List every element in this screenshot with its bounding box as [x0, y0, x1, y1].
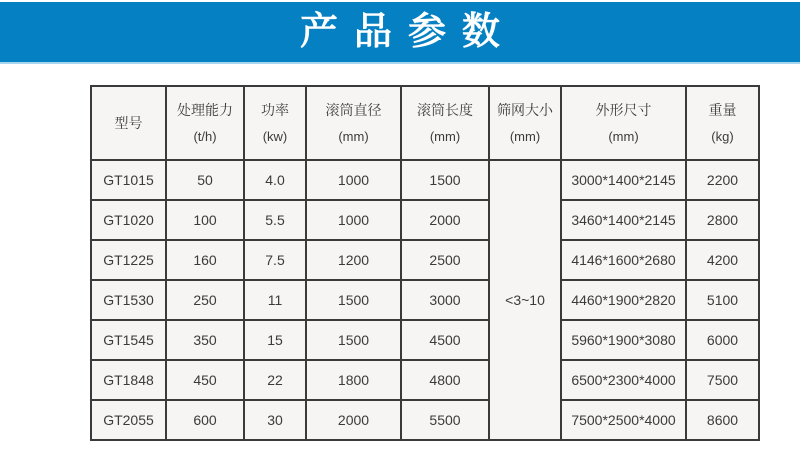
header-row: [91, 86, 759, 160]
cell-weight: 5100: [686, 280, 759, 320]
header-label: 型号: [114, 114, 143, 131]
product-parameters-table: [90, 85, 760, 441]
header-label: 功率: [261, 101, 289, 118]
table-row: [91, 160, 759, 200]
cell-dimensions: 5960*1900*3080: [561, 320, 686, 360]
cell-model: GT1530: [91, 280, 166, 320]
col-header-dimensions: [561, 86, 686, 160]
col-header-drum-length: [401, 86, 489, 160]
cell-dimensions: 4146*1600*2680: [561, 240, 686, 280]
table-row: [91, 320, 759, 360]
cell-drum-diameter: 1200: [306, 240, 401, 280]
header-unit: (mm): [509, 128, 541, 144]
cell-model: GT1020: [91, 200, 166, 240]
col-header-drum-diameter: [306, 86, 401, 160]
header-label: 滚筒直径: [325, 101, 382, 118]
cell-weight: 6000: [686, 320, 759, 360]
cell-capacity: 350: [166, 320, 244, 360]
cell-drum-length: 5500: [401, 400, 489, 440]
cell-capacity: 250: [166, 280, 244, 320]
cell-weight: 8600: [686, 400, 759, 440]
cell-capacity: 160: [166, 240, 244, 280]
cell-power: 5.5: [244, 200, 306, 240]
col-header-weight: [686, 86, 759, 160]
header-unit: (kg): [711, 128, 734, 144]
header-label: 外形尺寸: [595, 101, 652, 118]
cell-weight: 2800: [686, 200, 759, 240]
cell-drum-length: 2500: [401, 240, 489, 280]
cell-model: GT1545: [91, 320, 166, 360]
cell-drum-length: 2000: [401, 200, 489, 240]
cell-drum-diameter: 1000: [306, 200, 401, 240]
cell-dimensions: 4460*1900*2820: [561, 280, 686, 320]
table-row: [91, 240, 759, 280]
header-label: 滚筒长度: [417, 101, 473, 118]
cell-weight: 4200: [686, 240, 759, 280]
cell-model: GT1848: [91, 360, 166, 400]
cell-drum-length: 1500: [401, 160, 489, 200]
table-row: [91, 280, 759, 320]
cell-dimensions: 3460*1400*2145: [561, 200, 686, 240]
cell-weight: 2200: [686, 160, 759, 200]
header-unit: (kw): [262, 128, 288, 144]
header-label: 处理能力: [177, 101, 233, 118]
cell-drum-length: 4500: [401, 320, 489, 360]
col-header-model: [91, 86, 166, 160]
cell-dimensions: 7500*2500*4000: [561, 400, 686, 440]
cell-capacity: 100: [166, 200, 244, 240]
table-row: [91, 200, 759, 240]
banner: [0, 2, 800, 64]
cell-dimensions: 3000*1400*2145: [561, 160, 686, 200]
table-row: [91, 360, 759, 400]
header-unit: (mm): [608, 128, 639, 144]
cell-drum-diameter: 1800: [306, 360, 401, 400]
cell-capacity: 50: [166, 160, 244, 200]
cell-drum-diameter: 1500: [306, 320, 401, 360]
cell-power: 30: [244, 400, 306, 440]
cell-model: GT1015: [91, 160, 166, 200]
cell-drum-diameter: 1000: [306, 160, 401, 200]
cell-drum-length: 4800: [401, 360, 489, 400]
col-header-capacity: [166, 86, 244, 160]
cell-power: 4.0: [244, 160, 306, 200]
table-row: [91, 400, 759, 440]
cell-drum-diameter: 1500: [306, 280, 401, 320]
header-label: 重量: [708, 101, 737, 118]
col-header-screen-size: [489, 86, 561, 160]
cell-model: GT1225: [91, 240, 166, 280]
cell-power: 15: [244, 320, 306, 360]
cell-drum-length: 3000: [401, 280, 489, 320]
header-unit: (t/h): [193, 128, 217, 144]
cell-screen-size: <3~10: [489, 160, 561, 440]
header-unit: (mm): [429, 128, 461, 144]
cell-weight: 7500: [686, 360, 759, 400]
cell-power: 11: [244, 280, 306, 320]
cell-dimensions: 6500*2300*4000: [561, 360, 686, 400]
page-title: 产品参数: [300, 11, 516, 53]
cell-capacity: 600: [166, 400, 244, 440]
cell-power: 22: [244, 360, 306, 400]
cell-model: GT2055: [91, 400, 166, 440]
header-unit: (mm): [338, 128, 369, 144]
col-header-power: [244, 86, 306, 160]
header-label: 筛网大小: [497, 101, 553, 118]
cell-capacity: 450: [166, 360, 244, 400]
cell-drum-diameter: 2000: [306, 400, 401, 440]
cell-power: 7.5: [244, 240, 306, 280]
